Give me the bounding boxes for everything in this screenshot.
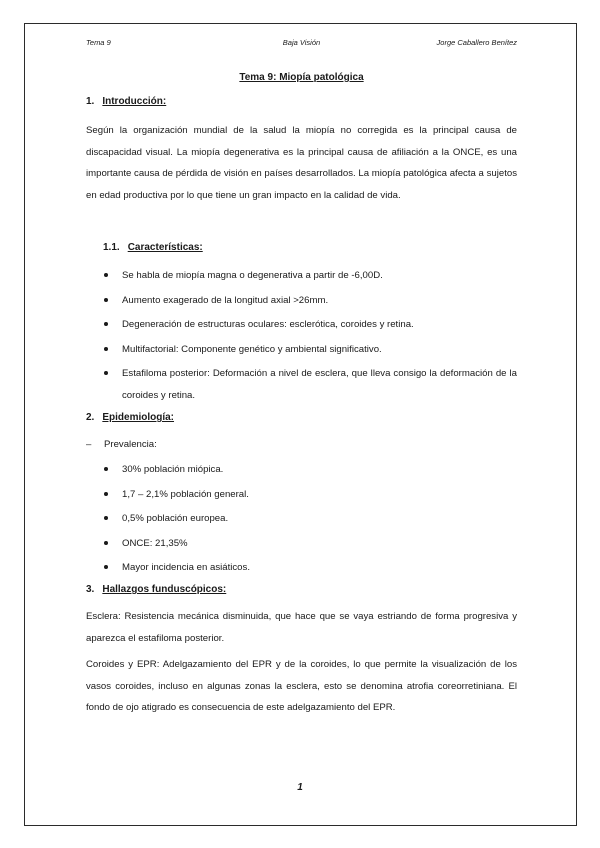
page-title: Tema 9: Miopía patológica [239,72,364,83]
list-item: Se habla de miopía magna o degenerativa a partir de -6,00D. [103,265,517,287]
list-item: 0,5% población europea. [103,508,517,530]
prevalencia-item [86,434,157,456]
list-item: Estafiloma posterior: Deformación a nivel de esclera, que lleva consigo la deformación de la coroides y retina. [103,363,517,406]
page-number: 1 [297,782,303,793]
coroides-paragraph: Coroides y EPR: Adelgazamiento del EPR y de la coroides, lo que permite la visualización de los vasos coroides, incluso en algunas zonas la esclera, esto se denomina atrofia coreorretiniana. El fondo de ojo atigrado es consecuencia de este adelgazamiento del EPR. [86,659,517,713]
intro-paragraph: Según la organización mundial de la salud la miopía no corregida es la principal causa de discapacidad visual. La miopía degenerativa es la principal causa de afiliación a la ONCE, es una importante causa de pérdida de visión en países desarrollados. La miopía patológica afecta a sujetos en edad productiva por lo que tiene un gran impacto en la calidad de vida. [86,125,517,201]
section-title: Hallazgos funduscópicos: [102,584,227,595]
section-title: Características: [127,242,203,253]
prevalencia-label: Prevalencia: [104,439,157,450]
section-number: 1. [86,96,95,107]
running-header [86,38,517,52]
section-title: Introducción: [102,96,167,107]
section-heading-hallazgos [86,584,226,595]
header-right: Jorge Caballero Benítez [436,38,517,47]
caracteristicas-list [103,265,517,409]
section-number: 3. [86,584,95,595]
esclera-paragraph: Esclera: Resistencia mecánica disminuida, que hace que se vaya estriando de forma progresiva y aparezca el estafiloma posterior. [86,611,517,644]
list-item: 30% población miópica. [103,459,517,481]
section-number: 1.1. [103,242,120,253]
section-heading-caracteristicas [103,242,203,253]
prevalencia-list [103,459,517,582]
list-item: Multifactorial: Componente genético y ambiental significativo. [103,339,517,361]
list-item: 1,7 – 2,1% población general. [103,484,517,506]
header-left: Tema 9 [86,38,111,47]
list-item: Mayor incidencia en asiáticos. [103,557,517,579]
list-item: ONCE: 21,35% [103,533,517,555]
dash-marker: – [86,439,92,450]
header-center: Baja Visión [282,38,321,47]
list-item: Aumento exagerado de la longitud axial >26mm. [103,290,517,312]
section-heading-epidemiologia [86,412,174,423]
list-item: Degeneración de estructuras oculares: esclerótica, coroides y retina. [103,314,517,336]
section-title: Epidemiología: [102,412,175,423]
section-number: 2. [86,412,95,423]
section-heading-introduccion [86,96,166,107]
